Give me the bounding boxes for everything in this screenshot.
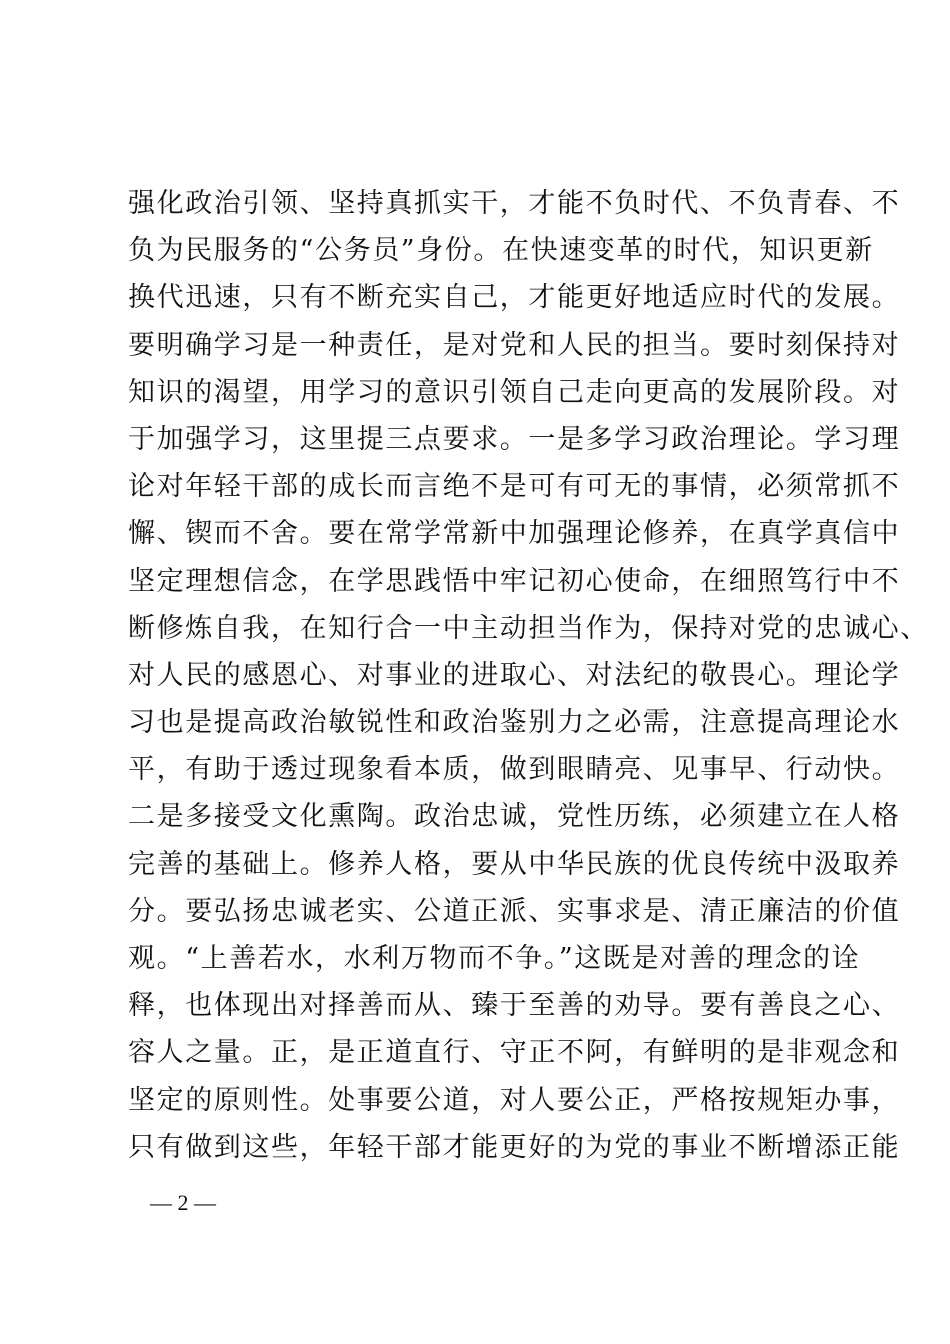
body-text [128, 180, 929, 1171]
text-line: 容人之量。正，是正道直行、守正不阿，有鲜明的是非观念和 [128, 1037, 901, 1069]
text-line: 平，有助于透过现象看本质，做到眼睛亮、见事早、行动快。 [128, 754, 901, 786]
text-line: 坚定理想信念，在学思践悟中牢记初心使命，在细照笃行中不 [128, 565, 901, 597]
text-line: 二是多接受文化熏陶。政治忠诚，党性历练，必须建立在人格 [128, 801, 901, 833]
text-line: 论对年轻干部的成长而言绝不是可有可无的事情，必须常抓不 [128, 471, 901, 503]
text-line: 观。“上善若水，水利万物而不争。”这既是对善的理念的诠 [128, 943, 861, 974]
text-line: 完善的基础上。修养人格，要从中华民族的优良传统中汲取养 [128, 848, 901, 880]
text-line: 断修炼自我，在知行合一中主动担当作为，保持对党的忠诚心、 [128, 612, 929, 644]
text-line: 释，也体现出对择善而从、臻于至善的劝导。要有善良之心、 [128, 990, 901, 1022]
page-number: — 2 — [150, 1190, 216, 1215]
text-line: 习也是提高政治敏锐性和政治鉴别力之必需，注意提高理论水 [128, 707, 901, 739]
text-line: 强化政治引领、坚持真抓实干，才能不负时代、不负青春、不 [128, 188, 901, 219]
text-line: 知识的渴望，用学习的意识引领自己走向更高的发展阶段。对 [128, 376, 901, 408]
text-line: 要明确学习是一种责任，是对党和人民的担当。要时刻保持对 [128, 329, 901, 361]
text-line: 懈、锲而不舍。要在常学常新中加强理论修养，在真学真信中 [128, 518, 901, 550]
text-line: 坚定的原则性。处事要公道，对人要公正，严格按规矩办事， [128, 1084, 901, 1116]
text-line: 负为民服务的“公务员”身份。在快速变革的时代，知识更新 [128, 235, 874, 267]
text-line: 只有做到这些，年轻干部才能更好的为党的事业不断增添正能 [128, 1131, 901, 1163]
text-line: 对人民的感恩心、对事业的进取心、对法纪的敬畏心。理论学 [128, 659, 901, 691]
text-line: 分。要弘扬忠诚老实、公道正派、实事求是、清正廉洁的价值 [128, 895, 901, 927]
text-line: 于加强学习，这里提三点要求。一是多学习政治理论。学习理 [128, 423, 901, 455]
text-line: 换代迅速，只有不断充实自己，才能更好地适应时代的发展。 [128, 282, 901, 314]
